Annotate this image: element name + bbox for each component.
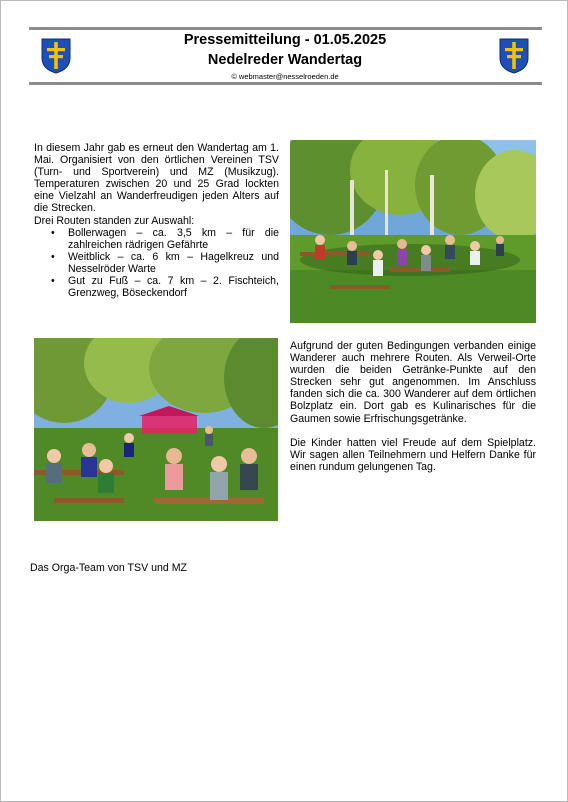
photo-festival-tables bbox=[34, 338, 278, 521]
intro-paragraph: In diesem Jahr gab es erneut den Wandertag am 1. Mai. Organisiert von den örtlichen Vereinen TSV (Turn- und Sportverein) und MZ (Musikzug). Temperaturen zwischen 20 und 25 Grad lockten eine Vielzahl an Wanderfreudigen jeden Alters auf die Strecken. bbox=[34, 142, 279, 215]
route-item: • Bollerwagen – ca. 3,5 km – für die zahlreichen rädrigen Gefährte bbox=[68, 227, 279, 251]
route-item: • Gut zu Fuß – ca. 7 km – 2. Fischteich, Grenzweg, Böseckendorf bbox=[68, 275, 279, 299]
thanks-paragraph: Die Kinder hatten viel Freude auf dem Spielplatz. Wir sagen allen Teilnehmern und Helfern Danke für einen rundum gelungenen Tag. bbox=[290, 436, 536, 473]
routes-intro: Drei Routen standen zur Auswahl: bbox=[34, 214, 195, 227]
left-text-column bbox=[34, 142, 279, 299]
routes-list bbox=[34, 227, 279, 300]
photo-picnic-meadow bbox=[290, 140, 536, 323]
webmaster-email: © webmaster@nesselroeden.de bbox=[231, 72, 339, 81]
route-item: • Weitblick – ca. 6 km – Hagelkreuz und Nesselröder Warte bbox=[68, 251, 279, 275]
events-paragraph: Aufgrund der guten Bedingungen verbanden einige Wanderer auch mehrere Routen. Als Verweil-Orte wurden die beiden Getränke-Punkte auf den Strecken sehr gut angenommen. Im Anschluss fanden sich die ca. 300 Wanderer auf dem örtlichen Bolzplatz ein. Dort gab es Kulinarisches für die Gaumen sowie Erfrischungsgetränke. bbox=[290, 340, 536, 425]
document-title: Pressemitteilung - 01.05.2025 bbox=[183, 32, 387, 48]
signature: Das Orga-Team von TSV und MZ bbox=[30, 562, 188, 574]
document-subtitle: Nedelreder Wandertag bbox=[207, 52, 363, 68]
header-top-rule bbox=[29, 27, 542, 30]
header-bottom-rule bbox=[29, 82, 542, 85]
right-text-column bbox=[290, 340, 536, 473]
